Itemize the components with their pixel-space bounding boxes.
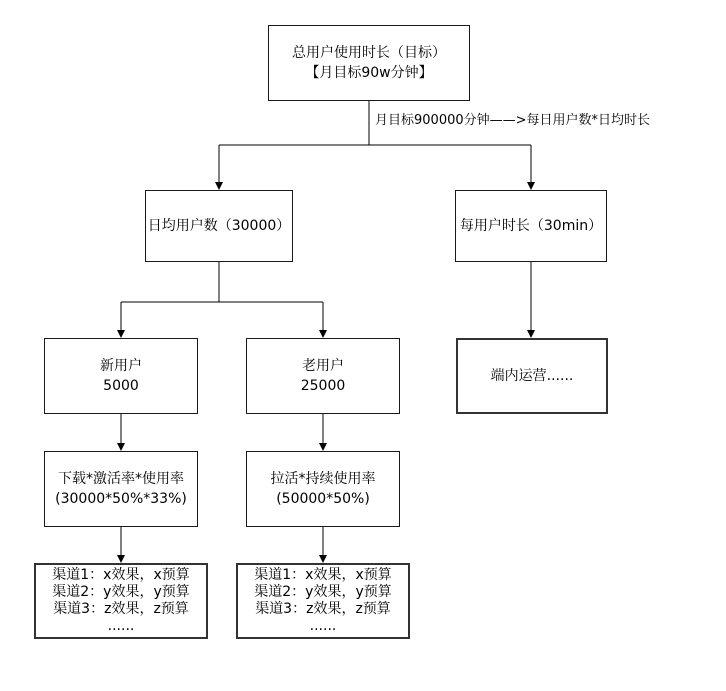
node-channels-old-users bbox=[236, 563, 410, 639]
node-line: 【月目标90w分钟】 bbox=[305, 65, 433, 81]
node-line: 每用户时长（30min） bbox=[459, 218, 603, 234]
node-line: (30000*50%*33%) bbox=[55, 491, 187, 507]
node-old-users bbox=[246, 338, 400, 414]
channel-line: 渠道3：z效果，z预算 bbox=[255, 601, 391, 617]
node-new-users bbox=[44, 338, 198, 414]
node-daily-users bbox=[145, 190, 293, 262]
channel-line: 渠道2：y效果，y预算 bbox=[52, 584, 190, 600]
node-download-activation-formula bbox=[44, 451, 198, 527]
node-total-usage-target bbox=[268, 25, 470, 101]
node-line: 下载*激活率*使用率 bbox=[58, 471, 184, 487]
node-line: 新用户 bbox=[100, 358, 142, 374]
node-channels-new-users bbox=[34, 563, 208, 639]
channel-line: 渠道2：y效果，y预算 bbox=[254, 584, 392, 600]
node-line: 老用户 bbox=[302, 358, 344, 374]
channel-line: ...... bbox=[107, 618, 135, 634]
channel-line: 渠道1：x效果，x预算 bbox=[254, 567, 392, 583]
channel-line: ...... bbox=[309, 618, 337, 634]
node-line: 日均用户数（30000） bbox=[147, 218, 291, 234]
node-pull-retention-formula bbox=[246, 451, 400, 527]
node-line: (50000*50%) bbox=[276, 491, 370, 507]
edge-label: 月目标900000分钟——>每日用户数*日均时长 bbox=[375, 113, 651, 128]
channel-line: 渠道3：z效果，z预算 bbox=[53, 601, 189, 617]
channel-line: 渠道1：x效果，x预算 bbox=[52, 567, 190, 583]
node-line: 25000 bbox=[300, 378, 346, 394]
node-line: 端内运营...... bbox=[490, 368, 574, 384]
node-per-user-time bbox=[455, 190, 607, 262]
node-line: 总用户使用时长（目标） bbox=[292, 45, 446, 61]
node-line: 拉活*持续使用率 bbox=[270, 471, 376, 487]
node-line: 5000 bbox=[103, 378, 139, 394]
node-in-app-operations bbox=[456, 338, 608, 414]
